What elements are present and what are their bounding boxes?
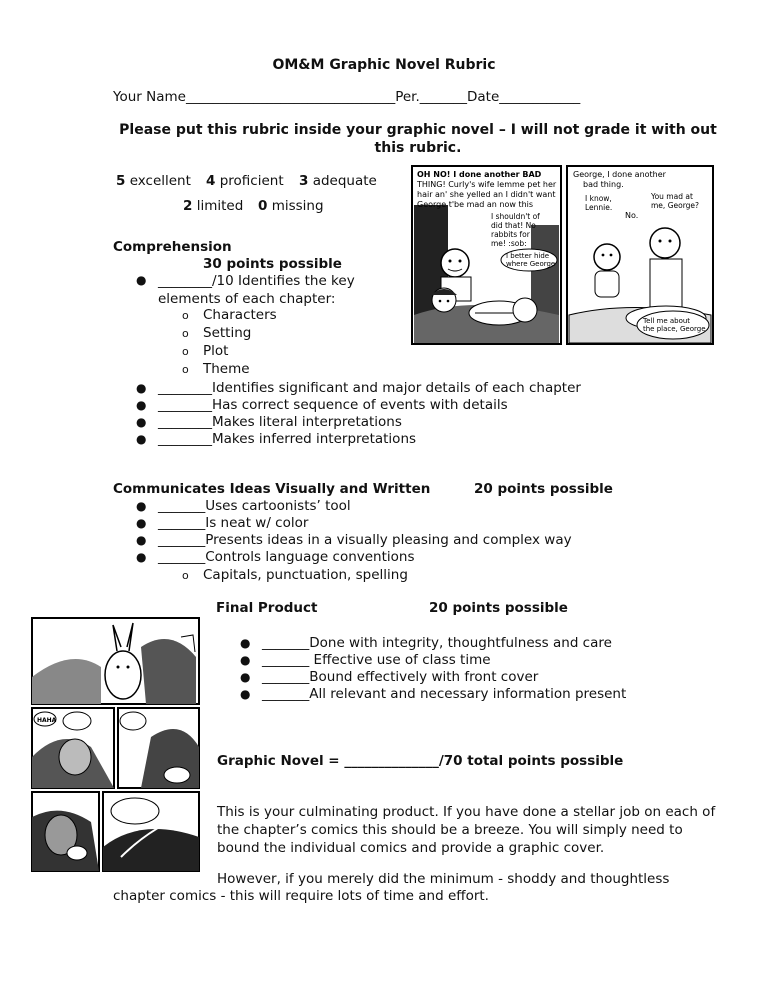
comic-panel-right-mid xyxy=(118,708,199,788)
comic-text: Tell me about xyxy=(643,317,691,325)
comprehension-item: ________Identifies significant and major details of each chapter xyxy=(158,380,581,396)
scale-score: 0 xyxy=(258,198,268,214)
sub-item-plot: Plot xyxy=(203,343,229,359)
final-product-heading: Final Product xyxy=(216,600,318,616)
circle-bullet-icon: o xyxy=(182,327,189,340)
comic-panel-haha xyxy=(32,708,114,788)
bullet-icon: ● xyxy=(240,670,251,684)
communicates-item: _______Uses cartoonists’ tool xyxy=(158,498,351,514)
comic-text: You mad at xyxy=(651,192,693,201)
scale-score: 3 xyxy=(299,173,309,189)
name-period-date-line: Your Name_______________________________Per._______Date____________ xyxy=(113,89,581,105)
communicates-heading: Communicates Ideas Visually and Written xyxy=(113,481,431,497)
scale-label: excellent xyxy=(129,173,191,189)
communicates-item: _______Controls language conventions xyxy=(158,549,415,565)
comic-text: HAHA xyxy=(37,717,57,724)
bullet-icon: ● xyxy=(136,273,147,287)
page-title: OM&M Graphic Novel Rubric xyxy=(272,57,496,73)
comic-text: rabbits for xyxy=(491,230,530,239)
comprehension-item: ________Makes inferred interpretations xyxy=(158,431,417,447)
scale-excellent xyxy=(116,173,191,189)
communicates-item: _______Presents ideas in a visually pleasing and complex way xyxy=(158,532,572,548)
final-product-points: 20 points possible xyxy=(429,600,568,616)
comic-collage-rabbit xyxy=(31,617,200,872)
bullet-icon: ● xyxy=(136,550,147,564)
bullet-icon: ● xyxy=(240,653,251,667)
bullet-icon: ● xyxy=(136,415,147,429)
circle-bullet-icon: o xyxy=(182,363,189,376)
bullet-icon: ● xyxy=(136,516,147,530)
comic-text: Lennie. xyxy=(585,203,613,212)
bullet-icon: ● xyxy=(240,687,251,701)
sub-item-conventions: Capitals, punctuation, spelling xyxy=(203,567,408,583)
communicates-points: 20 points possible xyxy=(474,481,613,497)
bullet-icon: ● xyxy=(136,533,147,547)
scale-adequate xyxy=(299,173,377,189)
scale-score: 2 xyxy=(183,198,193,214)
closing-paragraph: This is your culminating product. If you have done a stellar job on each of the chapter’s comics this should be a breeze. You will simply need to bound the individual comics and provide a graphic cover. xyxy=(217,804,716,856)
scale-proficient xyxy=(206,173,284,189)
closing-warning-line1: However, if you merely did the minimum - shoddy and thoughtless xyxy=(217,871,670,887)
comic-text: I know, xyxy=(585,194,612,203)
bullet-icon: ● xyxy=(136,499,147,513)
comic-strip-lennie xyxy=(411,165,714,347)
final-product-item: _______All relevant and necessary information present xyxy=(262,686,627,702)
comic-text: me, George? xyxy=(651,201,700,210)
comprehension-item: ________Makes literal interpretations xyxy=(158,414,402,430)
comic-text: George t'be mad an now this xyxy=(417,200,534,209)
scale-label: proficient xyxy=(219,173,284,189)
comic-text: George, I done another xyxy=(573,170,666,179)
instruction-note: Please put this rubric inside your graphic novel – I will not grade it with out this rubric. xyxy=(119,122,717,156)
comic-text: THING! Curly's wife lemme pet her xyxy=(417,180,557,189)
final-product-item: _______Bound effectively with front cover xyxy=(262,669,539,685)
circle-bullet-icon: o xyxy=(182,345,189,358)
comic-text: me! :sob: xyxy=(491,239,527,248)
bullet-icon: ● xyxy=(240,636,251,650)
bullet-icon: ● xyxy=(136,398,147,412)
comprehension-points: 30 points possible xyxy=(203,256,342,272)
comic-text: where George xyxy=(506,260,556,268)
scale-label: missing xyxy=(271,198,324,214)
comprehension-item-key-elements: ________/10 Identifies the key elements of each chapter: xyxy=(158,273,355,307)
total-score-line: Graphic Novel = ______________/70 total points possible xyxy=(217,753,624,769)
comic-panel-bottom-left xyxy=(32,792,99,871)
final-product-item: _______ Effective use of class time xyxy=(262,652,491,668)
scale-score: 5 xyxy=(116,173,126,189)
comic-text: I shouldn't of xyxy=(491,212,540,221)
comprehension-item: ________Has correct sequence of events with details xyxy=(158,397,508,413)
sub-item-setting: Setting xyxy=(203,325,252,341)
comic-text: bad thing. xyxy=(583,180,624,189)
closing-warning-line2: chapter comics - this will require lots of time and effort. xyxy=(113,888,489,904)
sub-item-theme: Theme xyxy=(203,361,250,377)
comprehension-heading: Comprehension xyxy=(113,239,232,255)
scale-limited xyxy=(183,198,243,214)
comic-text: the place, George xyxy=(643,325,706,333)
scale-missing xyxy=(258,198,324,214)
circle-bullet-icon: o xyxy=(182,309,189,322)
bullet-icon: ● xyxy=(136,432,147,446)
comic-text: hair an' she yelled an I didn't want xyxy=(417,190,556,199)
scale-label: adequate xyxy=(312,173,377,189)
comic-text: I better hide xyxy=(506,252,550,260)
comic-text: did that! No xyxy=(491,221,536,230)
comic-text: OH NO! I done another BAD xyxy=(417,170,542,179)
bullet-icon: ● xyxy=(136,381,147,395)
final-product-item: _______Done with integrity, thoughtfulness and care xyxy=(262,635,612,651)
sub-item-characters: Characters xyxy=(203,307,277,323)
circle-bullet-icon: o xyxy=(182,569,189,582)
comic-panel-rabbit-top xyxy=(32,618,199,704)
scale-score: 4 xyxy=(206,173,216,189)
communicates-item: _______Is neat w/ color xyxy=(158,515,309,531)
scale-label: limited xyxy=(196,198,244,214)
comic-panel-bottom-right xyxy=(103,792,199,871)
comic-text: No. xyxy=(625,211,639,220)
